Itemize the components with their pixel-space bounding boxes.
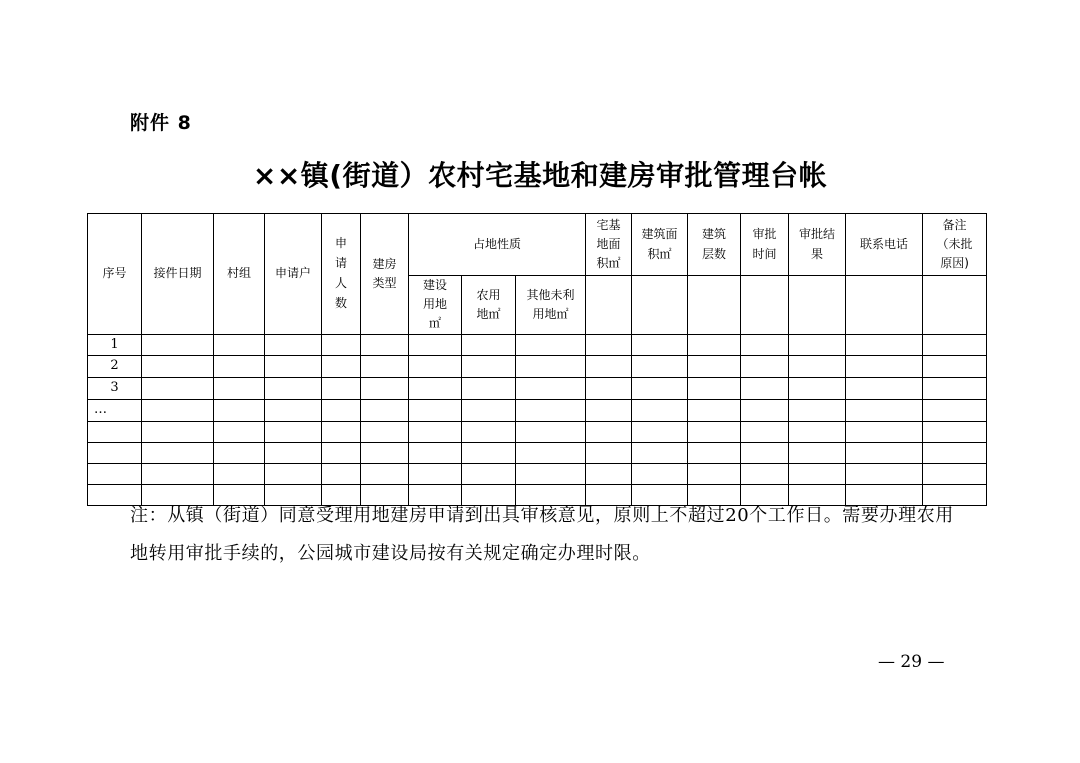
cell-empty (632, 276, 688, 335)
table-cell (142, 421, 214, 442)
table-cell (923, 378, 987, 400)
table-cell (214, 334, 265, 356)
table-cell (923, 442, 987, 463)
table-cell (214, 399, 265, 421)
header-applicant: 申请户 (265, 214, 322, 335)
table-cell (741, 421, 789, 442)
table-cell (265, 399, 322, 421)
table-cell (361, 378, 409, 400)
table-cell (265, 378, 322, 400)
table-cell (688, 334, 741, 356)
table-cell (846, 442, 923, 463)
header-floors: 建筑层数 (688, 214, 741, 276)
header-build-type: 建房类型 (361, 214, 409, 335)
table-cell (632, 334, 688, 356)
table-cell (214, 378, 265, 400)
table-cell (846, 463, 923, 484)
cell-empty (846, 276, 923, 335)
table-cell (265, 442, 322, 463)
table-cell (923, 356, 987, 378)
header-applicant-count: 申请人数 (322, 214, 361, 335)
table-cell (409, 399, 462, 421)
table-cell (462, 399, 516, 421)
cell-empty (789, 276, 846, 335)
table-cell (142, 378, 214, 400)
table-cell (516, 442, 586, 463)
table-cell (789, 378, 846, 400)
header-farm-land: 农用地㎡ (462, 276, 516, 335)
cell-empty (741, 276, 789, 335)
table-cell (688, 399, 741, 421)
table-row (88, 463, 987, 484)
table-cell (516, 399, 586, 421)
table-cell (516, 356, 586, 378)
table-cell (462, 463, 516, 484)
table-cell (846, 356, 923, 378)
header-land-nature: 占地性质 (409, 214, 586, 276)
table-row (88, 378, 987, 400)
table-cell (741, 399, 789, 421)
table-cell (516, 463, 586, 484)
cell-empty (923, 276, 987, 335)
table-cell (586, 442, 632, 463)
table-cell (409, 421, 462, 442)
table-cell (361, 356, 409, 378)
table-cell (409, 334, 462, 356)
table-cell (789, 421, 846, 442)
table-cell (632, 356, 688, 378)
row-index (88, 442, 142, 463)
row-index: 2 (88, 356, 142, 378)
header-approval-time: 审批时间 (741, 214, 789, 276)
table-cell (361, 399, 409, 421)
header-construction-land: 建设用地㎡ (409, 276, 462, 335)
table-cell (322, 463, 361, 484)
table-cell (632, 442, 688, 463)
row-index (88, 463, 142, 484)
table-body (88, 334, 987, 505)
table-cell (846, 399, 923, 421)
table-cell (409, 442, 462, 463)
table-row (88, 399, 987, 421)
table-cell (789, 356, 846, 378)
table-cell (214, 421, 265, 442)
header-receive-date: 接件日期 (142, 214, 214, 335)
table-cell (322, 442, 361, 463)
table-cell (409, 378, 462, 400)
document-title: ××镇(街道）农村宅基地和建房审批管理台帐 (252, 159, 828, 192)
table-cell (741, 334, 789, 356)
header-seq: 序号 (88, 214, 142, 335)
table-cell (322, 334, 361, 356)
table-cell (846, 378, 923, 400)
table-cell (741, 356, 789, 378)
table-cell (789, 399, 846, 421)
table-cell (361, 463, 409, 484)
table-cell (361, 334, 409, 356)
table-cell (688, 463, 741, 484)
table-cell (923, 334, 987, 356)
table-cell (688, 442, 741, 463)
table-cell (586, 421, 632, 442)
table-cell (516, 334, 586, 356)
table-cell (741, 442, 789, 463)
table-cell (322, 356, 361, 378)
header-village-group: 村组 (214, 214, 265, 335)
table-cell (586, 356, 632, 378)
cell-empty (688, 276, 741, 335)
table-row (88, 356, 987, 378)
table-cell (789, 442, 846, 463)
ledger-table (87, 213, 987, 506)
header-phone: 联系电话 (846, 214, 923, 276)
table-cell (462, 378, 516, 400)
row-index: 1 (88, 334, 142, 356)
table-row (88, 442, 987, 463)
table-cell (462, 334, 516, 356)
table-row (88, 421, 987, 442)
attachment-label: 附件 8 (130, 112, 192, 134)
table-cell (688, 356, 741, 378)
table-cell (265, 421, 322, 442)
table-cell (741, 463, 789, 484)
table-cell (846, 421, 923, 442)
table-cell (462, 356, 516, 378)
table-cell (632, 421, 688, 442)
table-header-row (88, 214, 987, 276)
table-cell (586, 463, 632, 484)
table-cell (462, 442, 516, 463)
table-cell (409, 356, 462, 378)
page-number: — 29 — (878, 652, 945, 672)
table-cell (214, 463, 265, 484)
note-text: 注：从镇（街道）同意受理用地建房申请到出具审核意见，原则上不超过20个工作日。需要办理农用地转用审批手续的，公园城市建设局按有关规定确定办理时限。 (130, 505, 954, 564)
table-cell (142, 442, 214, 463)
row-index (88, 421, 142, 442)
table-cell (586, 378, 632, 400)
table-cell (214, 442, 265, 463)
table-cell (688, 421, 741, 442)
table-cell (741, 378, 789, 400)
table-cell (516, 378, 586, 400)
table-cell (462, 421, 516, 442)
header-remarks: 备注（未批原因) (923, 214, 987, 276)
table-cell (586, 399, 632, 421)
table-cell (214, 356, 265, 378)
table-cell (632, 378, 688, 400)
row-index: 3 (88, 378, 142, 400)
table-cell (409, 463, 462, 484)
table-cell (789, 463, 846, 484)
table-cell (322, 378, 361, 400)
header-other-unused-land: 其他未利用地㎡ (516, 276, 586, 335)
table-cell (265, 356, 322, 378)
header-homestead-area: 宅基地面积㎡ (586, 214, 632, 276)
table-cell (322, 399, 361, 421)
table-cell (361, 421, 409, 442)
table-cell (142, 463, 214, 484)
table-cell (923, 463, 987, 484)
table-cell (142, 334, 214, 356)
table-cell (789, 334, 846, 356)
row-index: … (88, 399, 142, 421)
table-cell (265, 463, 322, 484)
header-building-area: 建筑面积㎡ (632, 214, 688, 276)
cell-empty (586, 276, 632, 335)
table-cell (265, 334, 322, 356)
table-cell (322, 421, 361, 442)
table-cell (361, 442, 409, 463)
table-row (88, 334, 987, 356)
table-cell (142, 399, 214, 421)
table-cell (632, 463, 688, 484)
table-cell (923, 421, 987, 442)
table-cell (846, 334, 923, 356)
header-approval-result: 审批结果 (789, 214, 846, 276)
table-cell (586, 334, 632, 356)
table-cell (632, 399, 688, 421)
table-cell (142, 356, 214, 378)
table-cell (516, 421, 586, 442)
table-cell (923, 399, 987, 421)
table-cell (688, 378, 741, 400)
